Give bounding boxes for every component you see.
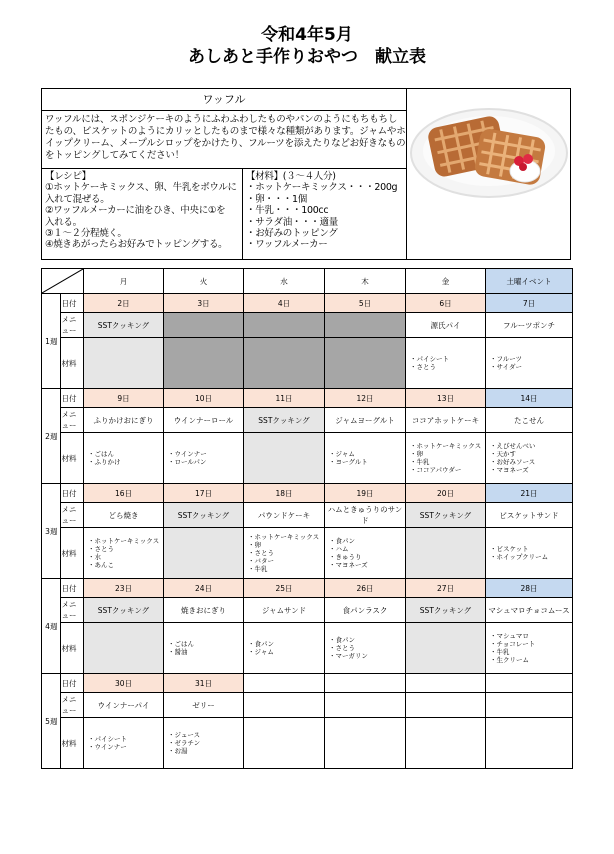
weekday-header: 土曜イベント — [486, 269, 573, 294]
date-cell: 2日 — [84, 294, 164, 313]
ingredient-list — [164, 731, 243, 755]
corner-cell — [42, 269, 84, 294]
date-cell: 17日 — [164, 484, 244, 503]
empty-cell — [486, 674, 573, 693]
ingredient-list — [84, 735, 163, 751]
ingredient-item: ・さとう — [248, 549, 274, 557]
ingredient-line: ・卵・・・1個 — [246, 193, 307, 205]
ingredient-item: ・ごはん — [168, 640, 194, 648]
menu-label: メニュー — [61, 693, 84, 718]
date-cell: 11日 — [244, 389, 325, 408]
ingredient-list — [84, 537, 163, 569]
ingredient-item: ・卵 — [248, 541, 261, 549]
ingredient-item: ・ゼラチン — [168, 739, 201, 747]
date-label: 日付 — [61, 579, 84, 598]
menu-row — [42, 313, 573, 338]
menu-cell: どら焼き — [84, 503, 164, 528]
ingredients-label: 材料 — [61, 433, 84, 484]
date-cell: 9日 — [84, 389, 164, 408]
feature-name: ワッフル — [42, 89, 407, 111]
recipe-line: ①ホットケーキミックス、卵、牛乳をボウルに — [45, 182, 237, 194]
empty-cell — [486, 693, 573, 718]
date-label: 日付 — [61, 674, 84, 693]
ingredient-item: ・ジャム — [248, 648, 274, 656]
date-cell: 5日 — [325, 294, 406, 313]
menu-cell: ココアホットケーキ — [406, 408, 486, 433]
menu-cell: フルーツポンチ — [486, 313, 573, 338]
week-label: 3週 — [42, 484, 61, 579]
description-line: イップクリーム、メープルシロップをかけたり、フルーツを添えたりなどお好きなもの — [45, 138, 406, 149]
ingredient-item: ・マヨネーズ — [329, 561, 368, 569]
menu-label: メニュー — [61, 408, 84, 433]
empty-cell — [244, 718, 325, 769]
ingredient-list — [325, 537, 405, 569]
ingredient-list — [325, 450, 405, 466]
date-cell: 7日 — [486, 294, 573, 313]
ingredient-item: ・マヨネーズ — [490, 466, 529, 474]
date-label: 日付 — [61, 294, 84, 313]
ingredient-item: ・マーガリン — [329, 652, 368, 660]
empty-cell — [406, 674, 486, 693]
ingredient-list — [164, 640, 243, 656]
menu-calendar — [41, 268, 573, 769]
date-cell: 28日 — [486, 579, 573, 598]
ingredients-cell — [406, 338, 486, 389]
date-row — [42, 484, 573, 503]
ingredient-item: ・食パン — [329, 537, 355, 545]
ingredient-item: ・バター — [248, 557, 274, 565]
empty-cell — [406, 693, 486, 718]
ingredient-item: ・ヨーグルト — [329, 458, 368, 466]
menu-cell: ふりかけおにぎり — [84, 408, 164, 433]
ingredients-cell — [486, 623, 573, 674]
ingredient-item: ・お湯 — [168, 747, 188, 755]
ingredient-item: ・ふりかけ — [88, 458, 121, 466]
date-cell: 13日 — [406, 389, 486, 408]
ingredients-cell — [84, 338, 164, 389]
ingredients-cell — [84, 528, 164, 579]
ingredient-item: ・ジャム — [329, 450, 355, 458]
ingredient-line: 【材料】(３～４人分) — [246, 171, 336, 182]
ingredient-item: ・食パン — [329, 636, 355, 644]
ingredient-line: ・お好みのトッピング — [246, 228, 338, 240]
ingredient-item: ・ごはん — [88, 450, 114, 458]
date-row — [42, 674, 573, 693]
empty-cell — [325, 693, 406, 718]
ingredients-row — [42, 433, 573, 484]
ingredients-cell — [325, 623, 406, 674]
ingredients-box — [243, 169, 407, 259]
feature-box — [41, 88, 571, 260]
ingredient-item: ・えびせんべい — [490, 442, 536, 450]
recipe-line: 【レシピ】 — [45, 171, 91, 182]
empty-cell — [325, 718, 406, 769]
ingredient-list — [164, 450, 243, 466]
ingredient-list — [486, 632, 572, 664]
ingredients-cell — [164, 623, 244, 674]
menu-cell: マシュマロチョコムース — [486, 598, 573, 623]
ingredients-cell — [486, 528, 573, 579]
menu-cell — [244, 313, 325, 338]
ingredients-label: 材料 — [61, 718, 84, 769]
empty-cell — [325, 674, 406, 693]
menu-cell: たこせん — [486, 408, 573, 433]
date-row — [42, 389, 573, 408]
ingredients-cell — [486, 338, 573, 389]
ingredients-cell — [406, 528, 486, 579]
date-cell: 6日 — [406, 294, 486, 313]
week-label: 5週 — [42, 674, 61, 769]
date-cell: 30日 — [84, 674, 164, 693]
menu-cell: SSTクッキング — [244, 408, 325, 433]
menu-cell: ウインナーパイ — [84, 693, 164, 718]
date-cell: 14日 — [486, 389, 573, 408]
ingredient-item: ・牛乳 — [410, 458, 430, 466]
menu-row — [42, 693, 573, 718]
empty-cell — [406, 718, 486, 769]
ingredient-line: ・牛乳・・・100cc — [246, 205, 329, 217]
ingredients-cell — [164, 338, 244, 389]
weekday-header: 火 — [164, 269, 244, 294]
ingredient-item: ・マシュマロ — [490, 632, 529, 640]
page-subtitle: あしあと手作りおやつ 献立表 — [188, 47, 426, 67]
menu-cell: ビスケットサンド — [486, 503, 573, 528]
ingredients-cell — [406, 623, 486, 674]
ingredients-cell — [244, 528, 325, 579]
weekday-header: 金 — [406, 269, 486, 294]
ingredient-item: ・天かす — [490, 450, 516, 458]
menu-cell: ハムときゅうりのサンド — [325, 503, 406, 528]
ingredient-item: ・さとう — [410, 363, 436, 371]
menu-row — [42, 503, 573, 528]
date-row — [42, 579, 573, 598]
ingredient-list — [406, 355, 485, 371]
menu-cell: 源氏パイ — [406, 313, 486, 338]
ingredient-item: ・ウインナー — [168, 450, 207, 458]
header-row — [42, 269, 573, 294]
description-line: たもの、ビスケットのようにカリッとしたものまで様々な種類があります。ジャムやホ — [45, 126, 406, 137]
empty-cell — [244, 693, 325, 718]
menu-cell: パウンドケーキ — [244, 503, 325, 528]
ingredient-list — [486, 442, 572, 474]
date-cell: 19日 — [325, 484, 406, 503]
ingredient-line: ・ワッフルメーカー — [246, 239, 328, 251]
empty-cell — [244, 674, 325, 693]
ingredient-list — [325, 636, 405, 660]
ingredient-item: ・さとう — [88, 545, 114, 553]
ingredient-item: ・ホットケーキミックス — [248, 533, 320, 541]
ingredients-cell — [164, 433, 244, 484]
weekday-header: 月 — [84, 269, 164, 294]
date-label: 日付 — [61, 389, 84, 408]
ingredients-label: 材料 — [61, 623, 84, 674]
ingredient-item: ・ウインナー — [88, 743, 127, 751]
menu-cell — [164, 313, 244, 338]
ingredients-label: 材料 — [61, 338, 84, 389]
menu-row — [42, 598, 573, 623]
ingredient-item: ・フルーツ — [490, 355, 522, 363]
date-cell: 31日 — [164, 674, 244, 693]
recipe-box — [42, 169, 243, 259]
ingredients-cell — [84, 623, 164, 674]
week-label: 1週 — [42, 294, 61, 389]
waffle-icon — [407, 89, 570, 259]
ingredient-item: ・ホットケーキミックス — [88, 537, 160, 545]
recipe-line: 入れて混ぜる。 — [45, 193, 110, 205]
ingredient-item: ・ココアパウダー — [410, 466, 462, 474]
recipe-line: ④焼きあがったらお好みでトッピングする。 — [45, 239, 228, 251]
menu-label: メニュー — [61, 598, 84, 623]
ingredient-item: ・さとう — [329, 644, 355, 652]
ingredients-row — [42, 338, 573, 389]
ingredient-item: ・ビスケット — [490, 545, 529, 553]
ingredient-item: ・パイシート — [88, 735, 127, 743]
ingredient-item: ・あんこ — [88, 561, 114, 569]
menu-cell: ゼリー — [164, 693, 244, 718]
recipe-line: 入れる。 — [45, 216, 82, 228]
ingredient-list — [486, 355, 572, 371]
ingredient-list — [244, 533, 324, 573]
ingredient-item: ・きゅうり — [329, 553, 362, 561]
ingredient-item: ・ホットケーキミックス — [410, 442, 482, 450]
date-cell: 27日 — [406, 579, 486, 598]
date-cell: 18日 — [244, 484, 325, 503]
ingredients-cell — [244, 338, 325, 389]
ingredients-cell — [406, 433, 486, 484]
menu-label: メニュー — [61, 503, 84, 528]
date-cell: 26日 — [325, 579, 406, 598]
date-label: 日付 — [61, 484, 84, 503]
date-cell: 20日 — [406, 484, 486, 503]
date-cell: 23日 — [84, 579, 164, 598]
ingredients-row — [42, 528, 573, 579]
week-label: 4週 — [42, 579, 61, 674]
ingredient-item: ・食パン — [248, 640, 274, 648]
date-cell: 3日 — [164, 294, 244, 313]
ingredients-cell — [84, 433, 164, 484]
weekday-header: 水 — [244, 269, 325, 294]
ingredients-label: 材料 — [61, 528, 84, 579]
ingredient-item: ・卵 — [410, 450, 423, 458]
description-line: をトッピングしてみてください！ — [45, 150, 185, 161]
ingredient-item: ・牛乳 — [248, 565, 268, 573]
recipe-line: ②ワッフルメーカーに油をひき、中央に①を — [45, 205, 226, 217]
description-line: ワッフルには、スポンジケーキのようにふわふわしたものやパンのようにもちもちし — [45, 114, 398, 125]
ingredients-cell — [84, 718, 164, 769]
date-cell: 21日 — [486, 484, 573, 503]
ingredient-list — [84, 450, 163, 466]
menu-cell: SSTクッキング — [406, 503, 486, 528]
ingredients-cell — [325, 433, 406, 484]
feature-description — [42, 111, 407, 169]
ingredient-item: ・お好みソース — [490, 458, 536, 466]
empty-cell — [486, 718, 573, 769]
waffle-illustration — [407, 89, 570, 259]
date-cell: 10日 — [164, 389, 244, 408]
weekday-header: 木 — [325, 269, 406, 294]
page-title: 令和4年5月 — [261, 25, 353, 45]
ingredient-item: ・水 — [88, 553, 101, 561]
date-row — [42, 294, 573, 313]
ingredients-cell — [164, 718, 244, 769]
ingredient-item: ・牛乳 — [490, 648, 510, 656]
menu-cell: ウインナーロール — [164, 408, 244, 433]
menu-cell: SSTクッキング — [406, 598, 486, 623]
menu-cell: 焼きおにぎり — [164, 598, 244, 623]
ingredient-list — [406, 442, 485, 474]
ingredient-item: ・ロールパン — [168, 458, 207, 466]
ingredient-item: ・チョコレート — [490, 640, 536, 648]
menu-cell: 食パンラスク — [325, 598, 406, 623]
date-cell: 24日 — [164, 579, 244, 598]
ingredient-item: ・ジュース — [168, 731, 201, 739]
ingredients-cell — [164, 528, 244, 579]
ingredient-list — [486, 545, 572, 561]
ingredient-line: ・サラダ油・・・適量 — [246, 216, 338, 228]
ingredient-item: ・ハム — [329, 545, 349, 553]
menu-cell: SSTクッキング — [84, 598, 164, 623]
menu-cell: SSTクッキング — [84, 313, 164, 338]
ingredient-item: ・ホイップクリーム — [490, 553, 549, 561]
ingredients-row — [42, 718, 573, 769]
menu-cell — [325, 313, 406, 338]
ingredients-cell — [325, 528, 406, 579]
menu-cell: ジャムヨーグルト — [325, 408, 406, 433]
menu-label: メニュー — [61, 313, 84, 338]
menu-cell: ジャムサンド — [244, 598, 325, 623]
ingredient-list — [244, 640, 324, 656]
ingredient-item: ・サイダー — [490, 363, 523, 371]
ingredients-cell — [244, 623, 325, 674]
date-cell: 12日 — [325, 389, 406, 408]
ingredients-cell — [325, 338, 406, 389]
ingredients-cell — [244, 433, 325, 484]
recipe-line: ③１～２分程焼く。 — [45, 228, 127, 240]
ingredient-item: ・パイシート — [410, 355, 449, 363]
ingredients-cell — [486, 433, 573, 484]
date-cell: 16日 — [84, 484, 164, 503]
week-label: 2週 — [42, 389, 61, 484]
menu-row — [42, 408, 573, 433]
date-cell: 4日 — [244, 294, 325, 313]
menu-cell: SSTクッキング — [164, 503, 244, 528]
ingredient-line: ・ホットケーキミックス・・・200g — [246, 182, 398, 194]
date-cell: 25日 — [244, 579, 325, 598]
ingredients-row — [42, 623, 573, 674]
ingredient-item: ・生クリーム — [490, 656, 529, 664]
ingredient-item: ・醤油 — [168, 648, 188, 656]
